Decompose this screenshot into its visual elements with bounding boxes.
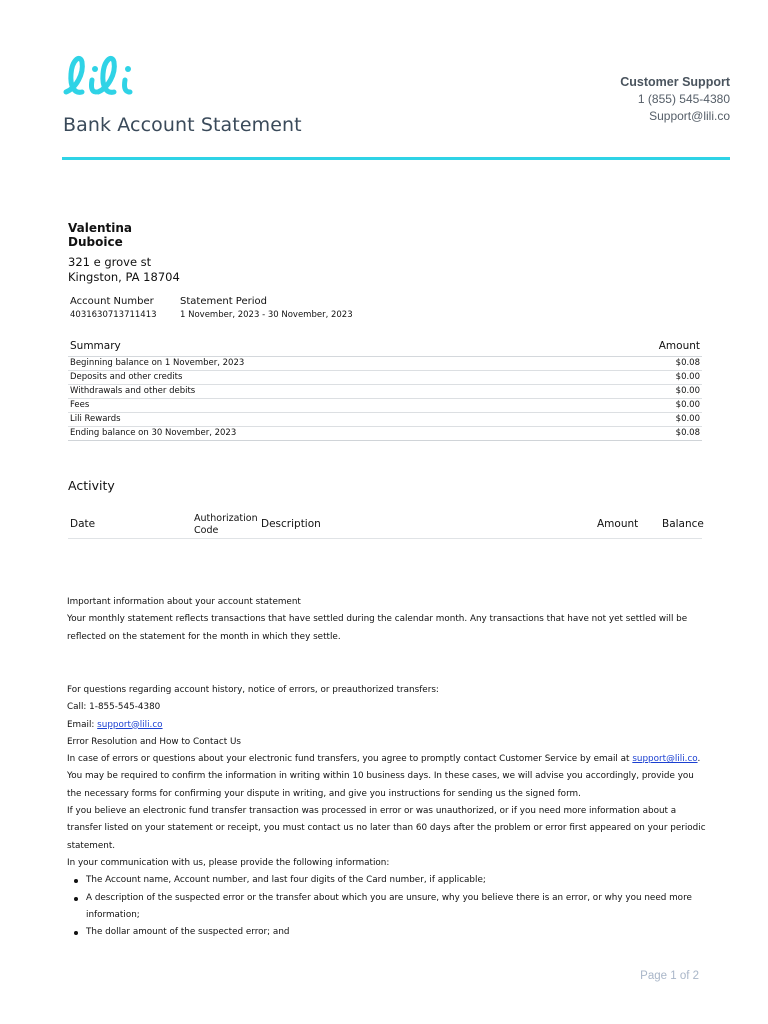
summary-row-label: Withdrawals and other debits — [70, 386, 196, 396]
customer-address — [68, 255, 180, 285]
error-resolution-heading: Error Resolution and How to Contact Us — [67, 736, 242, 747]
statement-info-section — [67, 594, 707, 646]
support-phone: 1 (855) 545-4380 — [637, 92, 730, 106]
summary-row — [68, 399, 702, 413]
summary-row — [68, 371, 702, 385]
communication-paragraph: In your communication with us, please provide the following information: — [67, 857, 390, 868]
statement-period-value: 1 November, 2023 - 30 November, 2023 — [180, 310, 353, 320]
summary-row-label: Lili Rewards — [70, 414, 121, 424]
error-paragraph-text: In case of errors or questions about your electronic fund transfers, you agree to promptly contact Customer Service by email at — [67, 754, 633, 765]
list-item: The Account name, Account number, and last four digits of the Card number, if applicable; — [86, 872, 707, 889]
list-item: The dollar amount of the suspected error; and — [86, 924, 707, 941]
statement-period-label: Statement Period — [180, 296, 267, 307]
summary-row-amount: $0.08 — [675, 428, 700, 438]
support-email: Support@lili.co — [649, 109, 730, 123]
activity-col-amount: Amount — [597, 518, 639, 530]
call-text: Call: 1-855-545-4380 — [67, 702, 161, 713]
customer-last-name: Duboice — [68, 235, 123, 249]
customer-support-block — [620, 74, 730, 125]
header-divider — [62, 157, 730, 160]
support-title: Customer Support — [620, 75, 730, 89]
summary-header — [68, 340, 702, 357]
summary-row-amount: $0.00 — [675, 386, 700, 396]
activity-col-authorization-code: Authorization Code — [194, 513, 258, 536]
summary-row-amount: $0.00 — [675, 414, 700, 424]
summary-amount-label: Amount — [658, 340, 700, 352]
support-email-link-inline[interactable]: support@lili.co — [632, 754, 698, 765]
required-info-list — [67, 872, 707, 941]
address-line1: 321 e grove st — [68, 255, 152, 269]
summary-row-amount: $0.00 — [675, 400, 700, 410]
info-heading: Important information about your account statement — [67, 597, 301, 607]
address-line2: Kingston, PA 18704 — [68, 270, 180, 284]
summary-row-label: Beginning balance on 1 November, 2023 — [70, 358, 245, 368]
unauthorized-transfer-paragraph: If you believe an electronic fund transfer transaction was processed in error or was unauthorized, or if you need more information about a transfer listed on your statement or receipt, you must contact us no later than 60 days after the problem or error first appeared on your periodic statement. — [67, 806, 706, 851]
activity-col-description: Description — [261, 518, 321, 530]
customer-first-name: Valentina — [68, 221, 133, 235]
questions-text: For questions regarding account history, notice of errors, or preauthorized transfers: — [67, 685, 439, 695]
summary-row — [68, 413, 702, 427]
support-email-link[interactable]: support@lili.co — [97, 719, 163, 730]
summary-row — [68, 385, 702, 399]
page-number: Page 1 of 2 — [640, 970, 699, 982]
summary-row-label: Ending balance on 30 November, 2023 — [70, 428, 237, 438]
email-line — [67, 717, 707, 734]
summary-row — [68, 357, 702, 371]
activity-title: Activity — [68, 478, 115, 493]
activity-table-header — [68, 512, 702, 539]
error-resolution-paragraph — [67, 751, 707, 803]
customer-name — [68, 221, 132, 249]
list-item: A description of the suspected error or the transfer about which you are unsure, why you believe there is an error, or why you need more information; — [86, 890, 707, 925]
summary-row — [68, 427, 702, 441]
activity-col-balance: Balance — [662, 518, 704, 530]
info-paragraph-settlement: Your monthly statement reflects transactions that have settled during the calendar month. Any transactions that have not yet settled will be reflected on the statement for the month in which they settle. — [67, 614, 688, 642]
summary-row-label: Deposits and other credits — [70, 372, 183, 382]
error-paragraph-text-cont: . You may be required to confirm the information in writing within 10 business days. In these cases, we will advise you accordingly, provide you the necessary forms for confirming your dispute in writing, and give you instructions for sending us the signed form. — [67, 754, 701, 799]
contact-info-section — [67, 682, 707, 941]
activity-col-date: Date — [70, 518, 96, 530]
email-label: Email: — [67, 719, 98, 730]
document-title: Bank Account Statement — [63, 114, 302, 136]
summary-row-amount: $0.08 — [675, 358, 700, 368]
summary-row-label: Fees — [70, 400, 90, 410]
account-number-label: Account Number — [70, 296, 154, 307]
summary-title: Summary — [70, 340, 121, 352]
summary-table — [68, 340, 702, 441]
account-number-value: 4031630713711413 — [70, 310, 157, 320]
lili-logo — [62, 52, 154, 108]
summary-row-amount: $0.00 — [675, 372, 700, 382]
